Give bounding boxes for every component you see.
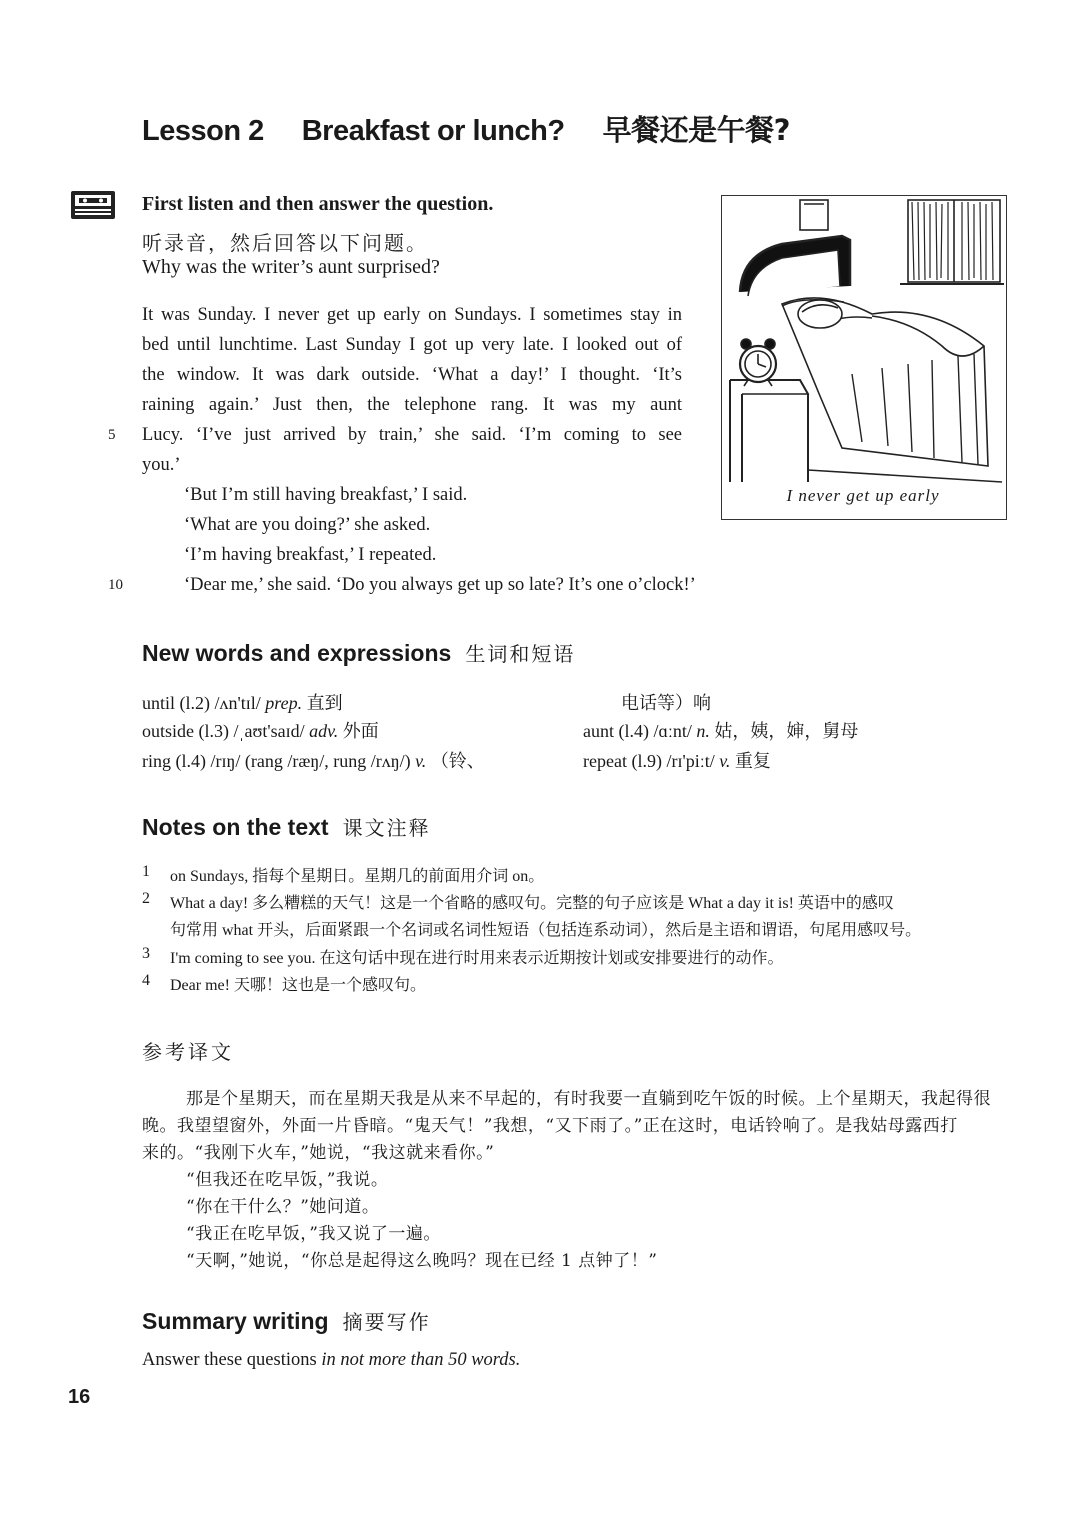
translation-line: 那是个星期天，而在星期天我是从来不早起的，有时我要一直躺到吃午饭的时候。上个星期天，我起得很 bbox=[186, 1089, 991, 1109]
vocab-entry-ring-continued: 电话等）响 bbox=[621, 693, 711, 713]
vocab-entry-outside: outside (l.3) /ˌaʊt'saɪd/ adv. 外面 bbox=[142, 721, 379, 741]
lesson-number: Lesson 2 bbox=[142, 115, 264, 147]
passage-line bbox=[142, 390, 682, 420]
vocab-left-column bbox=[142, 689, 485, 773]
line-number: 5 bbox=[108, 427, 116, 443]
passage-line bbox=[142, 480, 682, 510]
lesson-title-en: Breakfast or lunch? bbox=[301, 115, 565, 147]
translation-line: “天啊，”她说，“你总是起得这么晚吗？现在已经 1 点钟了！” bbox=[186, 1251, 658, 1271]
passage-line-text: bed until lunchtime. Last Sunday I got up very late. I looked out of bbox=[142, 335, 682, 355]
illustration-frame bbox=[721, 195, 1007, 520]
question: Why was the writer’s aunt surprised? bbox=[142, 256, 440, 278]
passage-line bbox=[142, 540, 682, 570]
vocab-entry-aunt: aunt (l.4) /ɑːnt/ n. 姑，姨，婶，舅母 bbox=[583, 721, 859, 741]
vocab-entry-ring: ring (l.4) /rɪŋ/ (rang /ræŋ/, rung /rʌŋ/) v. （铃、 bbox=[142, 751, 485, 771]
passage-line-text: ‘I’m having breakfast,’ I repeated. bbox=[184, 545, 437, 565]
passage-line-text: the window. It was dark outside. ‘What a day!’ I thought. ‘It’s bbox=[142, 365, 682, 385]
passage-line-text: ‘But I’m still having breakfast,’ I said. bbox=[184, 485, 468, 505]
line-number: 10 bbox=[108, 577, 123, 593]
instruction-english: First listen and then answer the question. bbox=[142, 193, 494, 215]
page-number: 16 bbox=[68, 1386, 91, 1408]
notes-heading-en: Notes on the text bbox=[142, 814, 329, 840]
passage bbox=[108, 300, 696, 600]
passage-line-text: raining again.’ Just then, the telephone rang. It was my aunt bbox=[142, 395, 682, 415]
passage-line bbox=[142, 300, 682, 330]
summary-heading bbox=[142, 1306, 431, 1335]
passage-line bbox=[142, 450, 682, 480]
vocab-right-column bbox=[583, 689, 858, 773]
notes-heading bbox=[142, 812, 431, 841]
passage-line bbox=[108, 420, 682, 450]
translation-line: “但我还在吃早饭，”我说。 bbox=[186, 1170, 389, 1190]
passage-line bbox=[108, 570, 794, 600]
passage-line bbox=[142, 330, 682, 360]
new-words-heading bbox=[142, 638, 575, 667]
passage-line-text: ‘What are you doing?’ she asked. bbox=[184, 515, 431, 535]
translation-line: 晚。我望望窗外，外面一片昏暗。“鬼天气！”我想，“又下雨了。”正在这时，电话铃响了。是我姑母露西打 bbox=[142, 1116, 958, 1136]
notes-heading-cn: 课文注释 bbox=[342, 816, 431, 840]
passage-line bbox=[142, 510, 682, 540]
illustration-caption: I never get up early bbox=[786, 486, 940, 505]
new-words-heading-en: New words and expressions bbox=[142, 640, 452, 666]
new-words-heading-cn: 生词和短语 bbox=[465, 642, 576, 666]
passage-line-text: you.’ bbox=[142, 455, 181, 475]
instruction-chinese: 听录音，然后回答以下问题。 bbox=[142, 231, 428, 255]
passage-line-text: ‘Dear me,’ she said. ‘Do you always get up so late? It’s one o’clock!’ bbox=[184, 575, 696, 595]
translation-heading: 参考译文 bbox=[142, 1040, 234, 1064]
translation-line: 来的。“我刚下火车，”她说，“我这就来看你。” bbox=[142, 1143, 495, 1163]
lesson-title-cn: 早餐还是午餐? bbox=[602, 113, 790, 147]
bedroom-illustration bbox=[722, 196, 1006, 486]
passage-line bbox=[142, 360, 682, 390]
cassette-icon bbox=[70, 190, 116, 220]
lesson-title bbox=[142, 108, 828, 149]
translation-line: “我正在吃早饭，”我又说了一遍。 bbox=[186, 1224, 441, 1244]
summary-heading-en: Summary writing bbox=[142, 1308, 329, 1334]
translation-line: “你在干什么？”她问道。 bbox=[186, 1197, 380, 1217]
vocab-entry-until: until (l.2) /ʌn'tɪl/ prep. 直到 bbox=[142, 693, 343, 713]
summary-instruction: Answer these questions in not more than 50 words. bbox=[142, 1350, 521, 1370]
passage-line-text: Lucy. ‘I’ve just arrived by train,’ she said. ‘I’m coming to see bbox=[142, 425, 682, 445]
translation-body bbox=[142, 1086, 1012, 1275]
passage-line-text: It was Sunday. I never get up early on Sundays. I sometimes stay in bbox=[142, 305, 682, 325]
summary-heading-cn: 摘要写作 bbox=[342, 1310, 431, 1334]
vocab-entry-repeat: repeat (l.9) /rɪ'piːt/ v. 重复 bbox=[583, 751, 771, 771]
